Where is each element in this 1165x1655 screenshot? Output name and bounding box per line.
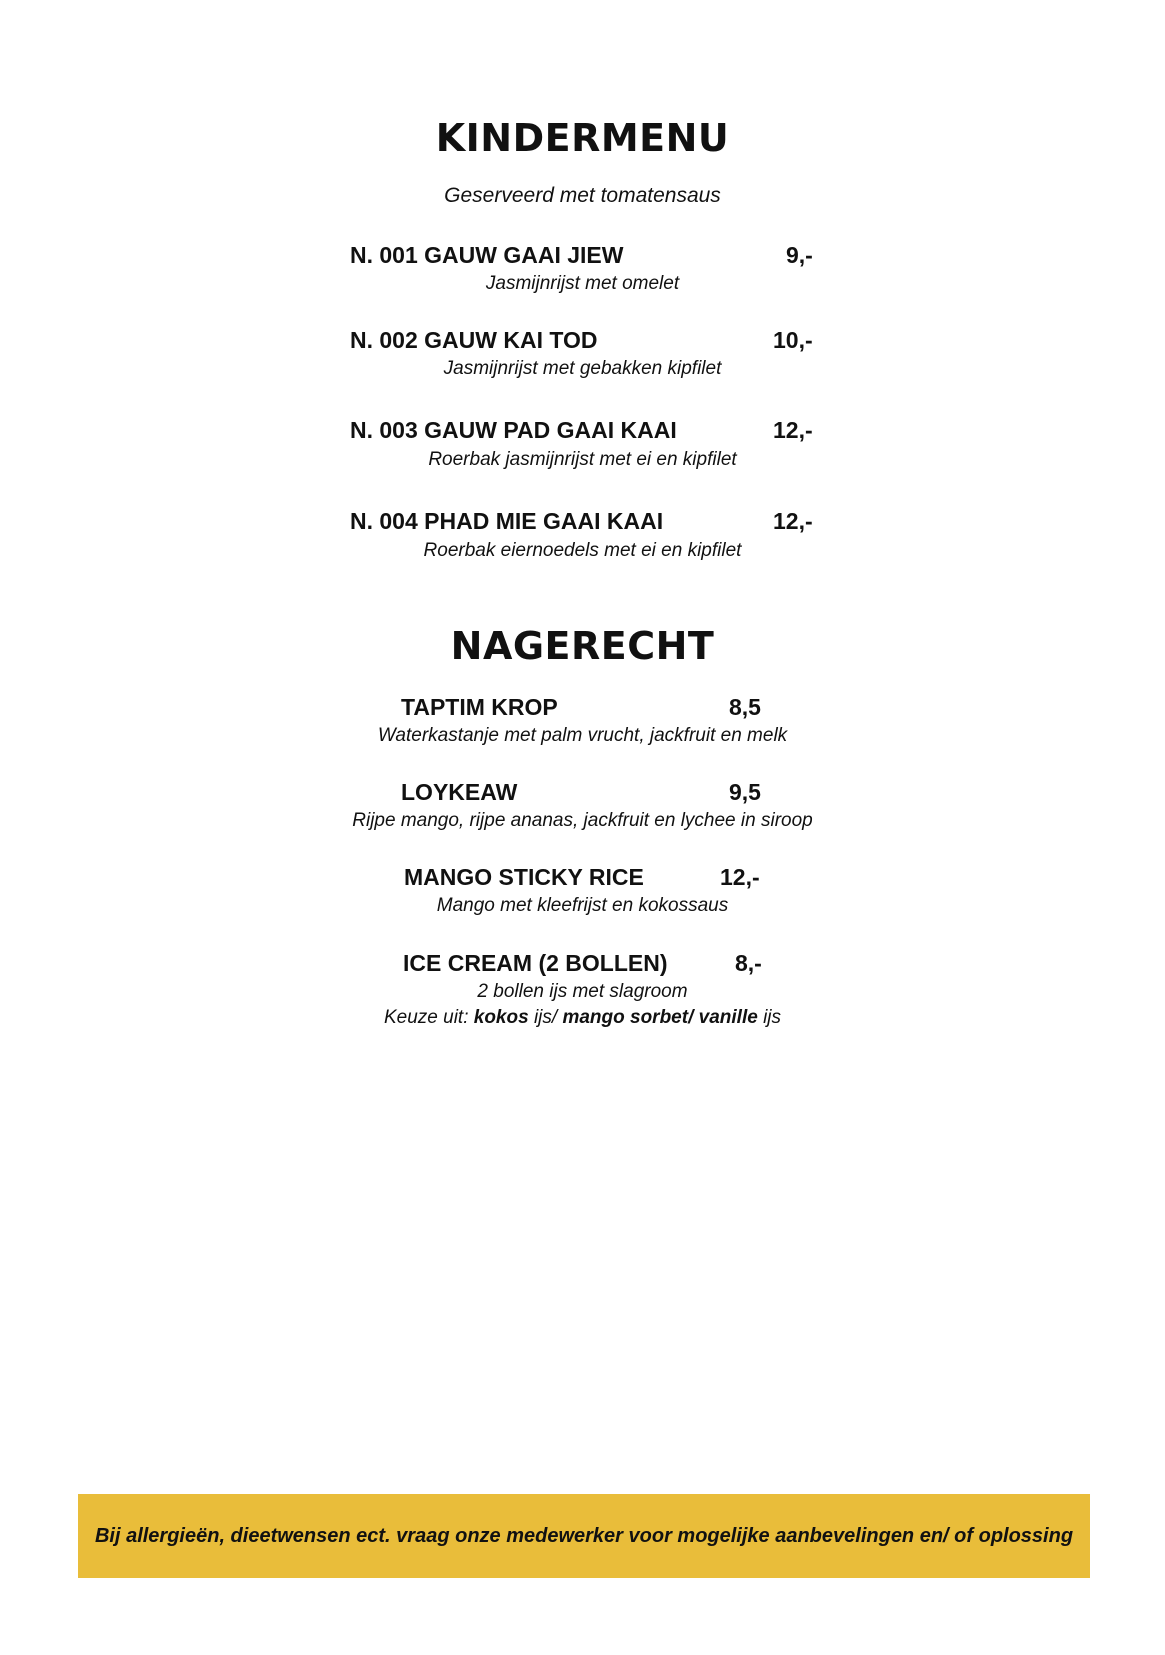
allergy-notice-text: Bij allergieën, dieetwensen ect. vraag onze medewerker voor mogelijke aanbevelingen en/ of oplossing xyxy=(94,1524,1074,1547)
menu-item-name: N. 001 GAUW GAAI JIEW xyxy=(350,242,624,268)
menu-item-name: TAPTIM KROP xyxy=(401,694,558,720)
menu-item-description: Roerbak jasmijnrijst met ei en kipfilet xyxy=(428,449,737,470)
menu-item-description: Roerbak eiernoedels met ei en kipfilet xyxy=(423,540,742,561)
menu-item-description: Waterkastanje met palm vrucht, jackfruit en melk xyxy=(377,725,788,746)
menu-item-price: 12,- xyxy=(773,508,813,534)
menu-item-description: Jasmijnrijst met omelet xyxy=(485,273,680,294)
kindermenu-title: KINDERMENU xyxy=(435,116,730,160)
menu-item-price: 9,5 xyxy=(729,779,761,805)
menu-item-price: 12,- xyxy=(720,864,760,890)
flavor-vanille: vanille xyxy=(698,1007,758,1028)
menu-item-name: N. 004 PHAD MIE GAAI KAAI xyxy=(350,508,664,534)
menu-item-price: 9,- xyxy=(786,242,813,268)
flavor-mango-sorbet: mango sorbet xyxy=(562,1007,689,1028)
menu-item-name: N. 002 GAUW KAI TOD xyxy=(350,327,598,353)
choice-prefix: Keuze uit: xyxy=(383,1007,474,1028)
choice-separator: / xyxy=(688,1007,699,1028)
menu-item-price: 8,5 xyxy=(729,694,761,720)
allergy-notice-bar xyxy=(78,1494,1090,1578)
menu-item-name: ICE CREAM (2 BOLLEN) xyxy=(403,950,668,976)
menu-item-price: 10,- xyxy=(773,327,813,353)
menu-item-description: Mango met kleefrijst en kokossaus xyxy=(436,895,729,916)
choice-suffix: ijs xyxy=(757,1007,782,1028)
kindermenu-subtitle: Geserveerd met tomatensaus xyxy=(444,184,721,207)
choice-separator: ijs/ xyxy=(528,1007,563,1028)
menu-item-description: Jasmijnrijst met gebakken kipfilet xyxy=(443,358,722,379)
menu-item-price: 12,- xyxy=(773,417,813,443)
menu-item-name: MANGO STICKY RICE xyxy=(404,864,644,890)
nagerecht-title: NAGERECHT xyxy=(450,624,715,668)
menu-item-description: 2 bollen ijs met slagroom xyxy=(477,981,688,1002)
ice-cream-flavor-choice xyxy=(0,1007,1165,1029)
menu-item-name: LOYKEAW xyxy=(401,779,518,805)
menu-item-price: 8,- xyxy=(735,950,762,976)
menu-item-description: Rijpe mango, rijpe ananas, jackfruit en lychee in siroop xyxy=(352,810,813,831)
menu-item-name: N. 003 GAUW PAD GAAI KAAI xyxy=(350,417,677,443)
flavor-kokos: kokos xyxy=(473,1007,529,1028)
